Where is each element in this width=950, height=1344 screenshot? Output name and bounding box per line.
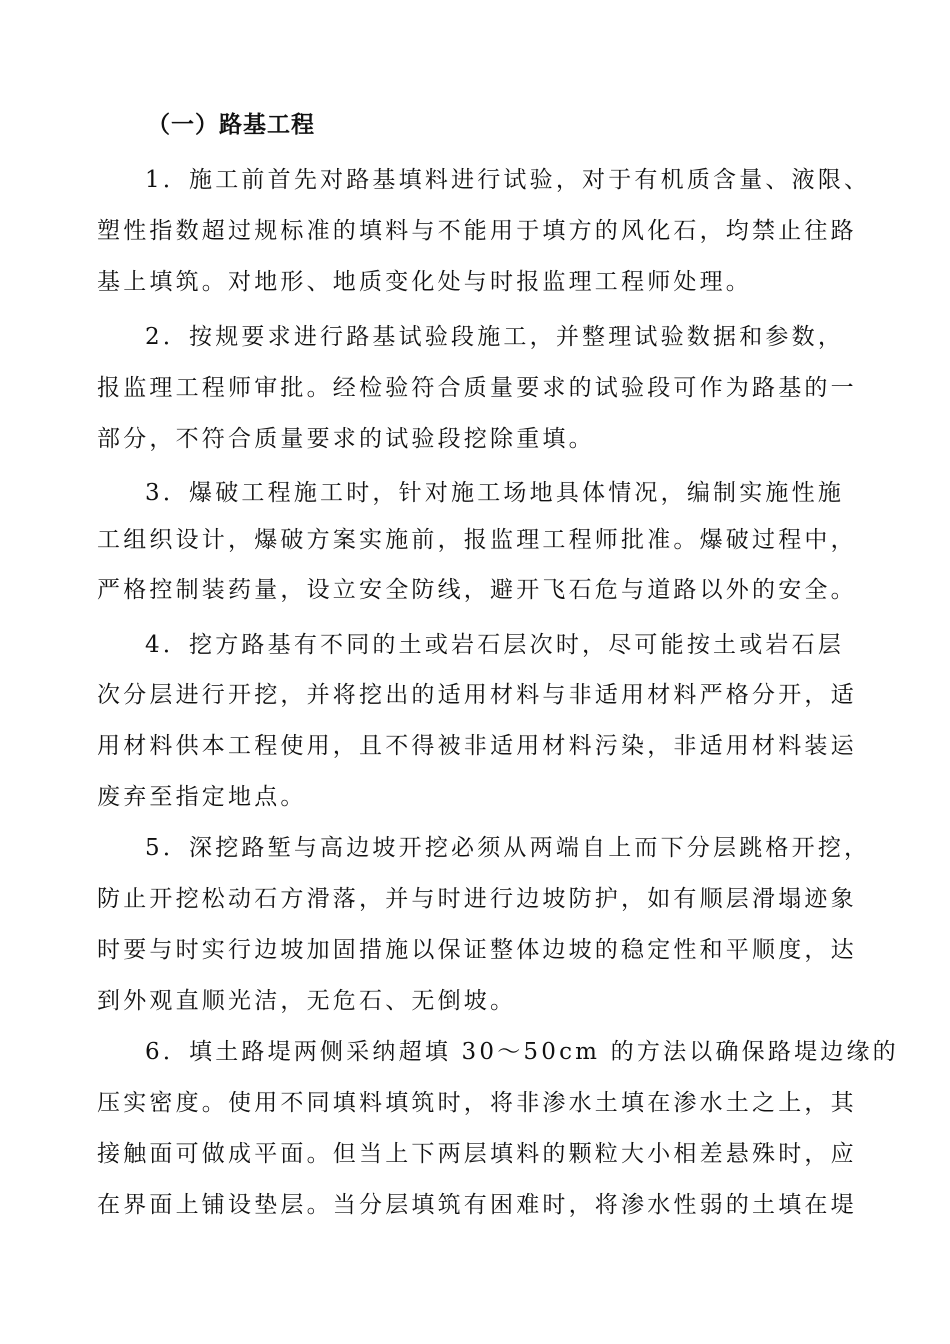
- para-5-line-1: 5．深挖路堑与高边坡开挖必须从两端自上而下分层跳格开挖，: [145, 835, 871, 861]
- para-3-line-3: 严格控制装药量，设立安全防线，避开飞石危与道路以外的安全。: [97, 577, 857, 603]
- para-5-line-3: 时要与时实行边坡加固措施以保证整体边坡的稳定性和平顺度，达: [97, 937, 857, 963]
- para-6-line-4: 在界面上铺设垫层。当分层填筑有困难时，将渗水性弱的土填在堤: [97, 1192, 857, 1218]
- para-3-line-1: 3．爆破工程施工时，针对施工场地具体情况，编制实施性施: [145, 480, 845, 506]
- para-6-line-2: 压实密度。使用不同填料填筑时，将非渗水土填在渗水土之上，其: [97, 1090, 857, 1116]
- para-4-line-2: 次分层进行开挖，并将挖出的适用材料与非适用材料严格分开，适: [97, 682, 857, 708]
- para-6-line-1: 6．填土路堤两侧采纳超填 30～50cm 的方法以确保路堤边缘的: [145, 1039, 899, 1065]
- para-2-line-3: 部分，不符合质量要求的试验段挖除重填。: [97, 426, 595, 452]
- para-4-line-4: 废弃至指定地点。: [97, 784, 307, 810]
- para-5-line-4: 到外观直顺光洁，无危石、无倒坡。: [97, 988, 517, 1014]
- para-4-line-1: 4．挖方路基有不同的土或岩石层次时，尽可能按土或岩石层: [145, 632, 845, 658]
- section-heading: （一）路基工程: [147, 111, 315, 138]
- para-3-line-2: 工组织设计，爆破方案实施前，报监理工程师批准。爆破过程中，: [97, 527, 857, 553]
- para-4-line-3: 用材料供本工程使用，且不得被非适用材料污染，非适用材料装运: [97, 733, 857, 759]
- para-6-line-3: 接触面可做成平面。但当上下两层填料的颗粒大小相差悬殊时，应: [97, 1141, 857, 1167]
- para-1-line-2: 塑性指数超过规标准的填料与不能用于填方的风化石，均禁止往路: [97, 218, 857, 244]
- para-2-line-2: 报监理工程师审批。经检验符合质量要求的试验段可作为路基的一: [97, 375, 857, 401]
- para-2-line-1: 2．按规要求进行路基试验段施工，并整理试验数据和参数，: [145, 324, 845, 350]
- para-1-line-1: 1．施工前首先对路基填料进行试验，对于有机质含量、液限、: [145, 167, 871, 193]
- para-1-line-3: 基上填筑。对地形、地质变化处与时报监理工程师处理。: [97, 269, 752, 295]
- para-5-line-2: 防止开挖松动石方滑落，并与时进行边坡防护，如有顺层滑塌迹象: [97, 886, 857, 912]
